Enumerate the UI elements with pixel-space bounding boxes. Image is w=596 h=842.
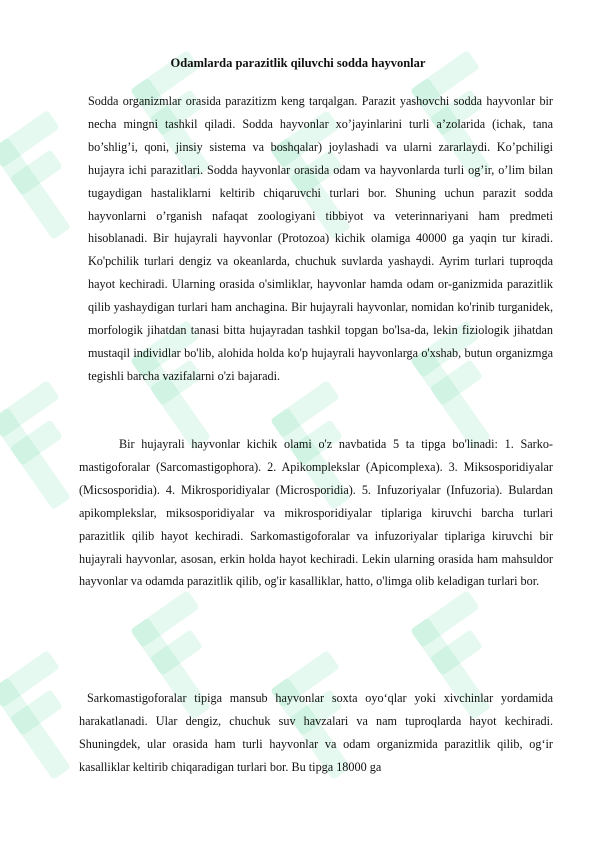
paragraph-types: Bir hujayrali hayvonlar kichik olami o'z navbatida 5 ta tipga bo'linadi: 1. Sarko-mastigoforalar (Sarcomastigophora). 2. Apikomplekslar (Apicomplexa). 3. Miksosporidiyalar (Micsosporidia). 4. Mikrosporidiyalar (Microsporidia). 5. Infuzoriyalar (Infuzoria). Bulardan apikomplekslar, miksosporidiyalar va mikrosporidiyalar tiplariga kiruvchi barcha turlari parazitlik qilib hayot kechiradi. Sarkomastigoforalar va infuzoriyalar tiplariga kiruvchi bir hujayrali hayvonlar, asosan, erkin holda hayot kechiradi. Lekin ularning orasida ham mahsuldor hayvonlar va odamda parazitlik qilib, og'ir kasalliklar, hatto, o'limga olib keladigan turlari bor. bbox=[79, 437, 553, 589]
document-title: Odamlarda parazitlik qiluvchi sodda hayvonlar bbox=[170, 56, 426, 70]
paragraph-sarcomastigophora: Sarkomastigoforalar tipiga mansub hayvonlar soxta oyo‘qlar yoki xivchinlar yordamida harakatlanadi. Ular dengiz, chuchuk suv havzalari va nam tuproqlarda hayot kechiradi. Shuningdek, ular orasida ham turli hayvonlar va odam organizmida parazitlik qilib, og‘ir kasalliklar keltirib chiqaradigan turlari bor. Bu tipga 18000 ga bbox=[79, 691, 553, 774]
paragraph-intro: Sodda organizmlar orasida parazitizm keng tarqalgan. Parazit yashovchi sodda hayvonlar bir necha mingni tashkil qiladi. Sodda hayvonlar xo’jayinlarini turli a’zolarida (ichak, tana bo’shlig’i, qoni, jinsiy sistema va boshqalar) joylashadi va ularni zararlaydi. Ko’pchiligi hujayra ichi parazitlari. Sodda hayvonlar orasida odam va hayvonlarda turli og’ir, o’lim bilan tugaydigan hastaliklarni keltirib chiqaruvchi turlari bor. Shuning uchun parazit sodda hayvonlarni o’rganish nafaqat zoologiyani tibbiyot va veterinnariyani ham predmeti hisoblanadi. Bir hujayrali hayvonlar (Protozoa) kichik olamiga 40000 ga yaqin tur kiradi. Ko'pchilik turlari dengiz va okeanlarda, chuchuk suvlarda yashaydi. Ayrim turlari tuproqda hayot kechiradi. Ularning orasida o'simliklar, hayvonlar hamda odam or-ganizmida parazitlik qilib yashaydigan turlari ham anchagina. Bir hujayrali hayvonlar, nomidan ko'rinib turganidek, morfologik jihatdan tanasi bitta hujayradan tashkil topgan bo'lsa-da, lekin fiziologik jihatdan mustaqil individlar bo'lib, alohida holda ko'p hujayrali hayvonlarga o'xshab, butun organizmga tegishli barcha vazifalarni o'zi bajaradi. bbox=[88, 94, 553, 383]
